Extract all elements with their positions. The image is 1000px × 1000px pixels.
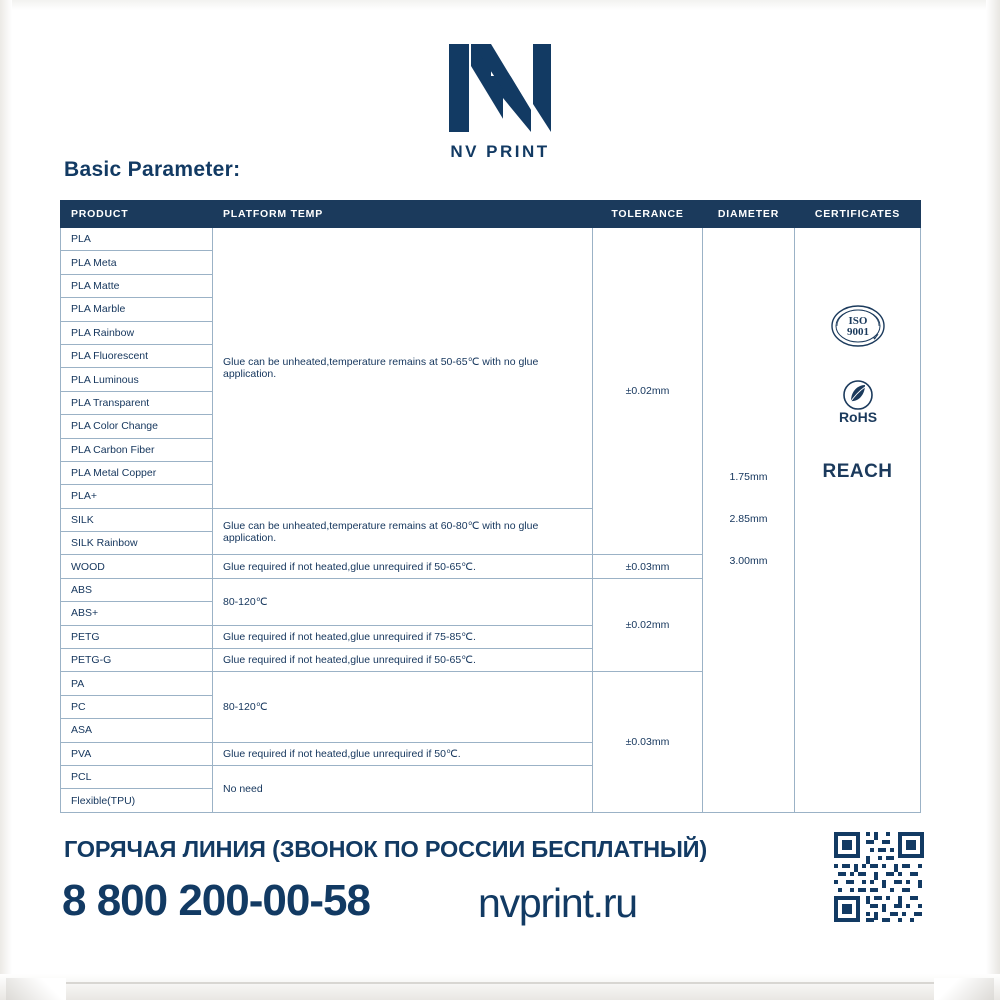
cell-tolerance-abs: ±0.02mm (593, 578, 703, 672)
cell-product: PLA Rainbow (61, 321, 213, 344)
brand-logo (0, 40, 1000, 162)
column-header-product: PRODUCT (61, 201, 213, 228)
table-row (61, 228, 921, 251)
cell-product: PVA (61, 742, 213, 765)
cell-product: ABS (61, 578, 213, 601)
cell-product: PETG-G (61, 649, 213, 672)
cell-platform-temp-pa: 80-120℃ (213, 672, 593, 742)
page-title: Basic Parameter: (64, 158, 241, 181)
cell-product: PLA Matte (61, 274, 213, 297)
cell-platform-temp-silk: Glue can be unheated,temperature remains at 60-80℃ with no glue application. (213, 508, 593, 555)
brand-logo-text: NV PRINT (450, 142, 550, 161)
nv-monogram-icon (445, 40, 555, 136)
cell-product: PA (61, 672, 213, 695)
reach-label: REACH (822, 461, 893, 482)
diameter-value-2: 2.85mm (729, 513, 768, 526)
column-header-certificates: CERTIFICATES (795, 201, 921, 228)
box-edge-bottom (0, 974, 1000, 1000)
cell-diameter (703, 228, 795, 813)
cell-product: PLA Fluorescent (61, 344, 213, 367)
cell-product: PCL (61, 765, 213, 788)
hotline-line (64, 836, 707, 863)
rohs-badge (827, 379, 889, 425)
cell-platform-temp-pva: Glue required if not heated,glue unrequired if 50℃. (213, 742, 593, 765)
svg-text:9001: 9001 (846, 326, 869, 338)
svg-text:RoHS: RoHS (838, 409, 877, 425)
cell-product: PLA Marble (61, 298, 213, 321)
cell-certificates (795, 228, 921, 813)
cell-product: PLA Luminous (61, 368, 213, 391)
box-fold-line (12, 982, 988, 984)
cell-product: PLA Metal Copper (61, 461, 213, 484)
cell-product: Flexible(TPU) (61, 789, 213, 812)
spec-table-wrapper (60, 200, 920, 813)
diameter-value-3: 3.00mm (729, 555, 768, 568)
spec-table (60, 200, 921, 813)
cell-product: PLA Color Change (61, 415, 213, 438)
cell-product: SILK (61, 508, 213, 531)
website-link[interactable]: nvprint.ru (478, 880, 637, 926)
column-header-platform-temp: PLATFORM TEMP (213, 201, 593, 228)
column-header-diameter: DIAMETER (703, 201, 795, 228)
cell-product: PETG (61, 625, 213, 648)
cell-product: PC (61, 695, 213, 718)
cell-product: PLA Meta (61, 251, 213, 274)
svg-text:ISO: ISO (848, 315, 867, 327)
cell-product: SILK Rainbow (61, 532, 213, 555)
cell-platform-temp-pcl: No need (213, 765, 593, 812)
column-header-tolerance: TOLERANCE (593, 201, 703, 228)
cell-platform-temp-petg: Glue required if not heated,glue unrequired if 75-85℃. (213, 625, 593, 648)
cell-tolerance-wood: ±0.03mm (593, 555, 703, 578)
cell-platform-temp-wood: Glue required if not heated,glue unrequired if 50-65℃. (213, 555, 593, 578)
cell-product: PLA (61, 228, 213, 251)
cell-product: PLA Transparent (61, 391, 213, 414)
cell-platform-temp-pla: Glue can be unheated,temperature remains at 50-65℃ with no glue application. (213, 228, 593, 509)
cell-platform-temp-abs: 80-120℃ (213, 578, 593, 625)
cell-platform-temp-petg-g: Glue required if not heated,glue unrequired if 50-65℃. (213, 649, 593, 672)
table-header-row (61, 201, 921, 228)
hotline-phone[interactable]: 8 800 200-00-58 (62, 876, 370, 925)
cell-tolerance-pa: ±0.03mm (593, 672, 703, 812)
hotline-label: ГОРЯЧАЯ ЛИНИЯ (64, 836, 266, 862)
hotline-note: (ЗВОНОК ПО РОССИИ БЕСПЛАТНЫЙ) (272, 836, 707, 862)
cell-product: WOOD (61, 555, 213, 578)
cell-product: ABS+ (61, 602, 213, 625)
cell-tolerance-pla: ±0.02mm (593, 228, 703, 555)
diameter-value-1: 1.75mm (729, 471, 768, 484)
box-edge-top (0, 0, 1000, 10)
cell-product: ASA (61, 719, 213, 742)
cell-product: PLA+ (61, 485, 213, 508)
svg-text:✓: ✓ (871, 332, 880, 342)
iso-9001-badge (829, 303, 887, 349)
cell-product: PLA Carbon Fiber (61, 438, 213, 461)
qr-code[interactable] (832, 830, 926, 924)
box-corner-bottom-right (934, 978, 994, 1000)
box-corner-bottom-left (6, 978, 66, 1000)
